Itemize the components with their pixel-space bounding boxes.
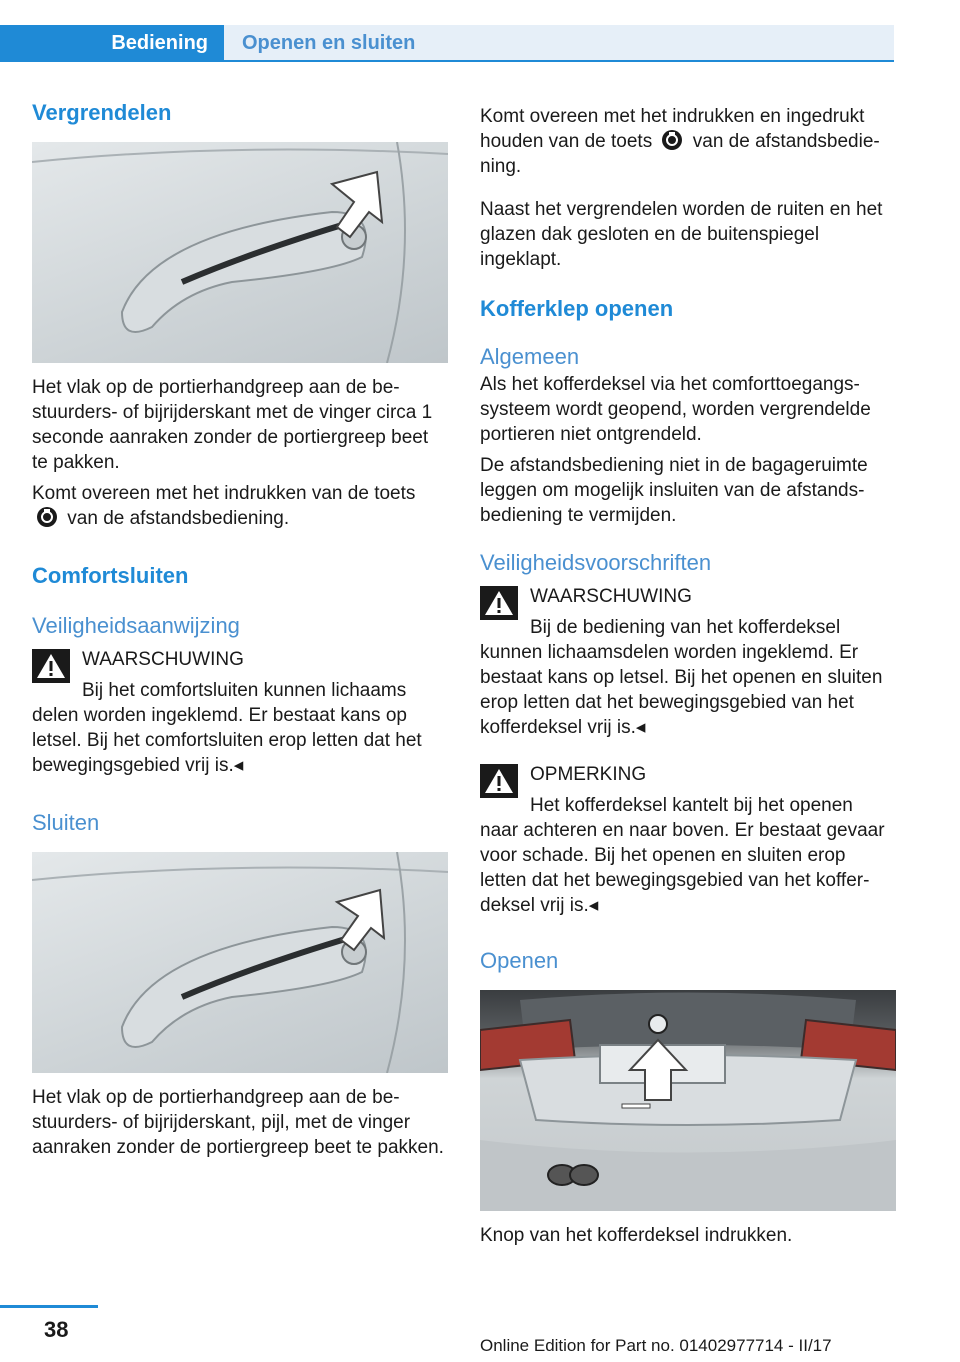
warning-text: kunnen lichaamsdelen worden ingeklemd. Er bestaat kans op letsel. Bij het openen en sluiten erop letten dat het bewegingsgebied van het kofferdeksel vrij is.◂ (480, 642, 883, 738)
heading-algemeen: Algemeen (480, 344, 580, 369)
note-kofferdeksel (480, 762, 896, 918)
openen-text: Knop van het kofferdeksel indrukken. (480, 1225, 793, 1246)
warning-kofferdeksel (480, 584, 896, 740)
page-number: 38 (44, 1317, 69, 1342)
heading-vergrendelen: Vergrendelen (32, 100, 172, 125)
sluiten-text: Het vlak op de portierhandgreep aan de bestuurders- of bijrijderskant, pijl, met de vinger aanraken zonder de portiergreep beet te pakken. (32, 1087, 444, 1158)
door-handle-image-lock (32, 142, 448, 363)
warning-comfortsluiten (32, 647, 448, 778)
right-column (480, 104, 896, 1248)
warning-triangle-icon (480, 586, 518, 620)
vergrendelen-remote-text (32, 481, 448, 531)
remote-hold-text-b: van de afstandsbediening. (480, 131, 880, 177)
note-text: naar achteren en naar boven. Er bestaat gevaar voor schade. Bij het openen en sluiten erop letten dat het bewegingsgebied van het kofferdeksel vrij is.◂ (480, 820, 885, 916)
vergrendelen-remote-text-a: Komt overeen met het indrukken van de toets (32, 483, 416, 504)
edition-text: Online Edition for Part no. 01402977714 - II/17 (480, 1336, 832, 1355)
heading-openen: Openen (480, 948, 559, 973)
page-header (0, 0, 960, 62)
warning-first-line: Bij de bediening van het kofferdeksel (530, 617, 841, 638)
heading-comfortsluiten: Comfortsluiten (32, 563, 189, 588)
heading-sluiten: Sluiten (32, 810, 100, 835)
warning-text: delen worden ingeklemd. Er bestaat kans op letsel. Bij het comfortsluiten erop letten dat het bewegingsgebied vrij is.◂ (32, 705, 422, 776)
tab-bediening[interactable]: Bediening (0, 25, 224, 62)
algemeen-text-2: De afstandsbediening niet in de bagageruimte leggen om mogelijk insluiten van de afstandsbediening te vermijden. (480, 455, 868, 526)
door-handle-image-close (32, 852, 448, 1073)
warning-title: WAARSCHUWING (82, 649, 244, 670)
header-divider (0, 60, 894, 62)
heading-veiligheidsaanwijzing: Veiligheidsaanwijzing (32, 613, 240, 638)
note-first-line: Het kofferdeksel kantelt bij het openen (530, 795, 853, 816)
heading-kofferklep-openen: Kofferklep openen (480, 296, 674, 321)
warning-first-line: Bij het comfortsluiten kunnen lichaams (82, 680, 407, 701)
note-title: OPMERKING (530, 764, 647, 785)
warning-triangle-icon (480, 764, 518, 798)
left-column (32, 98, 448, 1160)
lock-button-icon (36, 506, 58, 528)
vergrendelen-text: Het vlak op de portierhandgreep aan de bestuurders- of bijrijderskant met de vinger circa 1 seconde aanraken zonder de portiergreep beet te pakken. (32, 377, 433, 473)
remote-hold-text (480, 104, 896, 179)
warning-title: WAARSCHUWING (530, 586, 692, 607)
remote-hold-text-a: Komt overeen met het indrukken en ingedrukt houden van de toets (480, 106, 865, 152)
vergrendelen-remote-text-b: van de afstandsbediening. (67, 508, 290, 529)
heading-veiligheidsvoorschriften: Veiligheidsvoorschriften (480, 550, 712, 575)
lock-button-icon (661, 129, 683, 151)
warning-triangle-icon (32, 649, 70, 683)
windows-close-text: Naast het vergrendelen worden de ruiten en het glazen dak gesloten en de buitenspiegel ingeklapt. (480, 199, 883, 270)
tab-openen-en-sluiten[interactable]: Openen en sluiten (224, 25, 894, 62)
trunk-image (480, 990, 896, 1211)
footer-divider (0, 1305, 98, 1308)
algemeen-text-1: Als het kofferdeksel via het comforttoegangssysteem wordt geopend, worden vergrendelde portieren niet ontgrendeld. (480, 374, 871, 445)
